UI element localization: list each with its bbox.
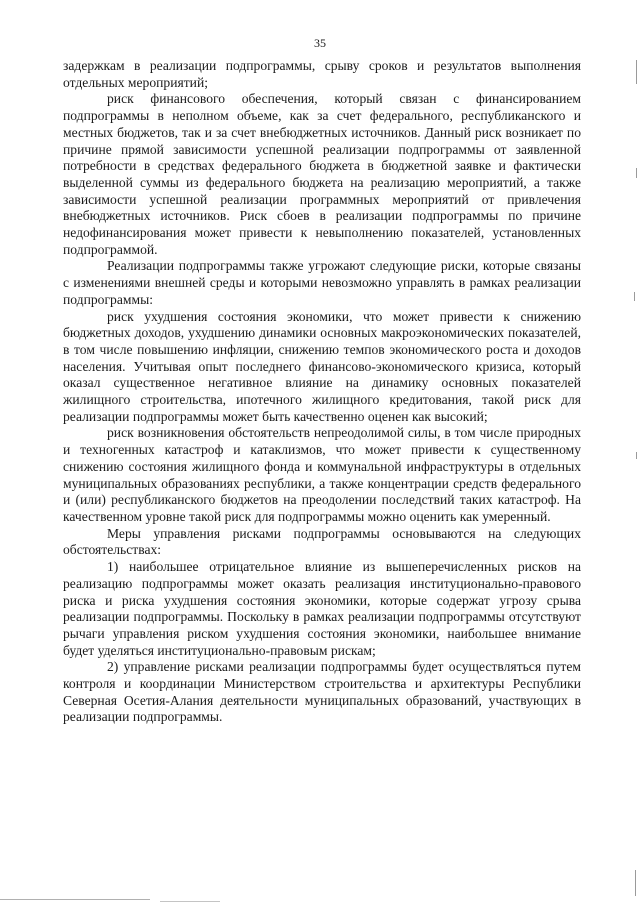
scan-artifact xyxy=(634,292,635,301)
paragraph-3: Реализации подпрограммы также угрожают следующие риски, которые связаны с изменениями внешней среды и которыми невозможно управлять в рамках реализации подпрограммы: xyxy=(63,258,581,307)
paragraph-6: Меры управления рисками подпрограммы основываются на следующих обстоятельствах: xyxy=(63,525,581,558)
scan-artifact xyxy=(160,901,220,902)
paragraph-7: 1) наибольшее отрицательное влияние из вышеперечисленных рисков на реализацию подпрограммы может оказать реализация институционально-правового риска и риска ухудшения состояния экономики, которые содержат угрозу срыва реализации подпрограммы. Поскольку в рамках реализации подпрограммы отсутствуют рычаги управления риском ухудшения состояния экономики, наибольшее внимание будет уделяться институционально-правовым рискам; xyxy=(63,559,581,658)
page-number: 35 xyxy=(314,36,326,50)
paragraph-8: 2) управление рисками реализации подпрограммы будет осуществляться путем контроля и координации Министерством строительства и архитектуры Республики Северная Осетия-Алания деятельности муниципальных образований, участвующих в реализации подпрограммы. xyxy=(63,659,581,725)
scan-artifact xyxy=(636,452,637,459)
scan-artifact xyxy=(636,60,637,84)
paragraph-5: риск возникновения обстоятельств непреодолимой силы, в том числе природных и техногенных катастроф и катаклизмов, что может привести к существенному снижению состояния жилищного фонда и коммунальной инфраструктуры в отдельных муниципальных образованиях республики, а также концентрации средств федерального и (или) республиканского бюджетов на преодолении последствий таких катастроф. На качественном уровне такой риск для подпрограммы можно оценить как умеренный. xyxy=(63,425,581,524)
scan-artifact xyxy=(635,870,636,896)
paragraph-4: риск ухудшения состояния экономики, что может привести к снижению бюджетных доходов, ухудшению динамики основных макроэкономических показателей, в том числе повышению инфляции, снижению темпов экономического роста и доходов населения. Учитывая опыт последнего финансово-экономического кризиса, который оказал существенное негативное влияние на динамику основных показателей жилищного строительства, ипотечного жилищного кредитования, такой риск для реализации подпрограммы может быть качественно оценен как высокий; xyxy=(63,308,581,424)
document-body xyxy=(63,58,581,726)
scan-artifact xyxy=(0,899,150,900)
paragraph-1: задержкам в реализации подпрограммы, срыву сроков и результатов выполнения отдельных мероприятий; xyxy=(63,58,581,90)
scan-artifact xyxy=(636,168,637,178)
paragraph-2: риск финансового обеспечения, который связан с финансированием подпрограммы в неполном объеме, как за счет федерального, республиканского и местных бюджетов, так и за счет внебюджетных источников. Данный риск возникает по причине прямой зависимости успешной реализации подпрограммы от заявленной потребности в средствах федерального бюджета в бюджетной заявке и фактически выделенной суммы из федерального бюджета на реализацию мероприятий, а также зависимости успешной реализации программных мероприятий от привлечения внебюджетных источников. Риск сбоев в реализации подпрограммы по причине недофинансирования может привести к невыполнению показателей, установленных подпрограммой. xyxy=(63,91,581,257)
